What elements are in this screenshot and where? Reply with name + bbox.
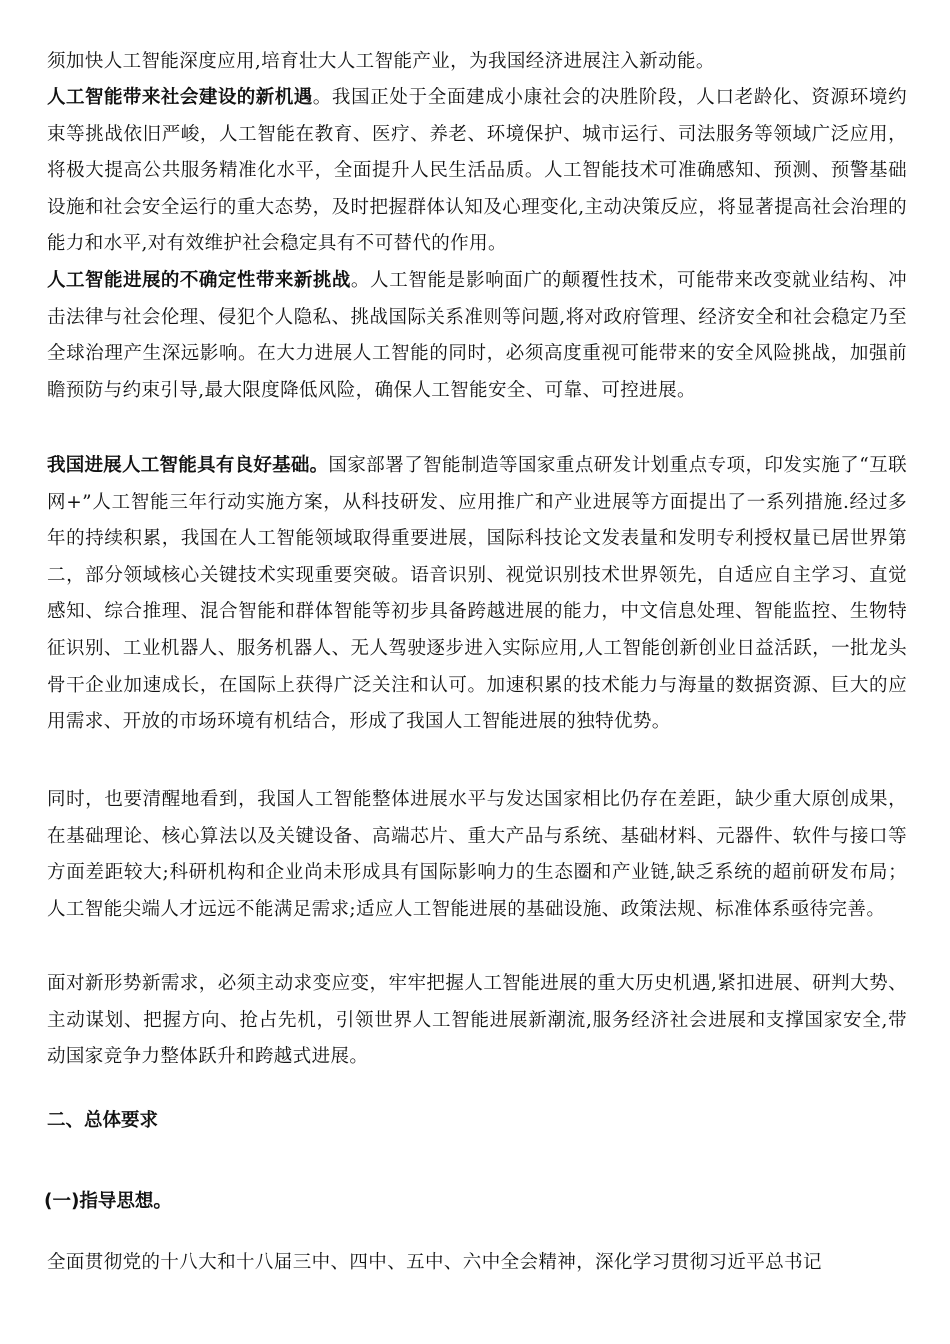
paragraph-social-opportunity bbox=[47, 80, 907, 263]
paragraph-lead: 人工智能带来社会建设的新机遇 bbox=[47, 87, 313, 108]
paragraph-text: 。我国正处于全面建成小康社会的决胜阶段，人口老龄化、资源环境约束等挑战依旧严峻，人工智能在教育、医疗、养老、环境保护、城市运行、司法服务等领域广泛应用，将极大提高公共服务精准化水平，全面提升人民生活品质。人工智能技术可准确感知、预测、预警基础设施和社会安全运行的重大态势，及时把握群体认知及心理变化,主动决策反应，将显著提高社会治理的能力和水平,对有效维护社会稳定具有不可替代的作用。 bbox=[47, 87, 907, 255]
paragraph-guiding-thought bbox=[47, 1245, 907, 1282]
paragraph-text: 面对新形势新需求，必须主动求变应变，牢牢把握人工智能进展的重大历史机遇,紧扣进展、研判大势、主动谋划、把握方向、抢占先机，引领世界人工智能进展新潮流,服务经济社会进展和支撑国家安全,带动国家竞争力整体跃升和跨越式进展。 bbox=[47, 973, 907, 1068]
paragraph-gap bbox=[47, 782, 907, 928]
section-heading: 二、总体要求 bbox=[47, 1110, 159, 1131]
sub-heading: (一)指导思想。 bbox=[44, 1191, 172, 1212]
paragraph-text: 同时，也要清醒地看到，我国人工智能整体进展水平与发达国家相比仍存在差距，缺少重大原创成果，在基础理论、核心算法以及关键设备、高端芯片、重大产品与系统、基础材料、元器件、软件与接口等方面差距较大;科研机构和企业尚未形成具有国际影响力的生态圈和产业链,缺乏系统的超前研发布局；人工智能尖端人才远远不能满足需求;适应人工智能进展的基础设施、政策法规、标准体系亟待完善。 bbox=[47, 789, 907, 920]
paragraph-uncertainty-challenge bbox=[47, 263, 907, 409]
paragraph-lead: 我国进展人工智能具有良好基础。 bbox=[47, 455, 329, 476]
paragraph-intro bbox=[47, 44, 907, 81]
paragraph-lead: 人工智能进展的不确定性带来新挑战 bbox=[47, 270, 351, 291]
paragraph-text: 全面贯彻党的十八大和十八届三中、四中、五中、六中全会精神，深化学习贯彻习近平总书记 bbox=[47, 1252, 822, 1273]
paragraph-text: 。人工智能是影响面广的颠覆性技术，可能带来改变就业结构、冲击法律与社会伦理、侵犯个人隐私、挑战国际关系准则等问题,将对政府管理、经济安全和社会稳定乃至全球治理产生深远影响。在大力进展人工智能的同时，必须高度重视可能带来的安全风险挑战，加强前瞻预防与约束引导,最大限度降低风险，确保人工智能安全、可靠、可控进展。 bbox=[47, 270, 908, 401]
paragraph-text: 国家部署了智能制造等国家重点研发计划重点专项，印发实施了“互联网+”人工智能三年行动实施方案，从科技研发、应用推广和产业进展等方面提出了一系列措施.经过多年的持续积累，我国在人工智能领域取得重要进展，国际科技论文发表量和发明专利授权量已居世界第二，部分领域核心关键技术实现重要突破。语音识别、视觉识别技术世界领先，自适应自主学习、直觉感知、综合推理、混合智能和群体智能等初步具备跨越进展的能力，中文信息处理、智能监控、生物特征识别、工业机器人、服务机器人、无人驾驶逐步进入实际应用,人工智能创新创业日益活跃，一批龙头骨干企业加速成长，在国际上获得广泛关注和认可。加速积累的技术能力与海量的数据资源、巨大的应用需求、开放的市场环境有机结合，形成了我国人工智能进展的独特优势。 bbox=[47, 455, 907, 733]
paragraph-good-foundation bbox=[47, 448, 907, 741]
paragraph-text: 须加快人工智能深度应用,培育壮大人工智能产业，为我国经济进展注入新动能。 bbox=[47, 51, 715, 72]
paragraph-new-situation bbox=[47, 966, 907, 1076]
